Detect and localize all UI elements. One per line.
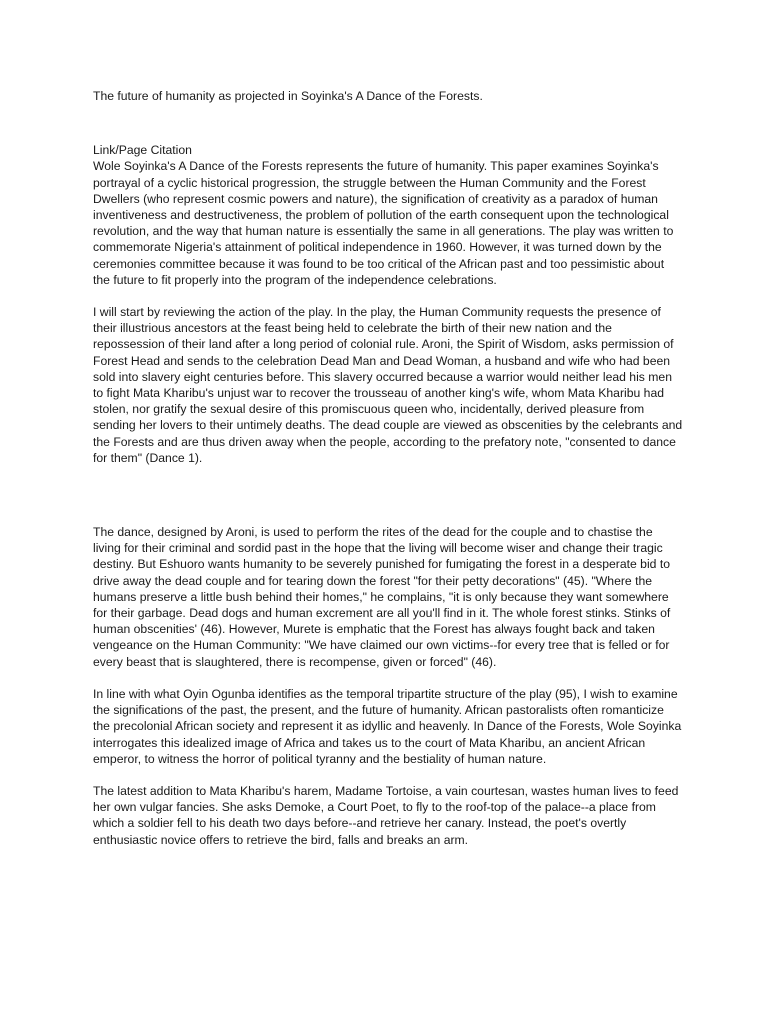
section-gap	[93, 482, 683, 524]
document-title: The future of humanity as projected in Soyinka's A Dance of the Forests.	[93, 89, 483, 103]
paragraph-4: In line with what Oyin Ogunba identifies as the temporal tripartite structure of the play (95), I wish to examine the significations of the past, the present, and the future of humanity. African pastoralists often romanticize the precolonial African society and represent it as idyllic and heavenly. In Dance of the Forests, Wole Soyinka interrogates this idealized image of Africa and takes us to the court of Mata Kharibu, an ancient African emperor, to witness the horror of political tyranny and the bestiality of human nature.	[93, 686, 682, 766]
citation-label: Link/Page Citation	[93, 143, 192, 158]
paragraph-1: Wole Soyinka's A Dance of the Forests represents the future of humanity. This paper examines Soyinka's portrayal of a cyclic historical progression, the struggle between the Human Community and the Forest Dwellers (who represent cosmic powers and nature), the signification of creativity as a paradox of human inventiveness and destructiveness, the problem of pollution of the earth consequent upon the technological revolution, and the way that human nature is essentially the same in all generations. The play was written to commemorate Nigeria's attainment of political independence in 1960. However, it was turned down by the ceremonies committee because it was found to be too critical of the African past and too pessimistic about the future to fit properly into the program of the independence celebrations.	[93, 159, 674, 287]
paragraph-2: I will start by reviewing the action of the play. In the play, the Human Community requests the presence of their illustrious ancestors at the feast being held to celebrate the birth of their new nation and the repossession of their land after a long period of colonial rule. Aroni, the Spirit of Wisdom, asks permission of Forest Head and sends to the celebration Dead Man and Dead Woman, a husband and wife who had been sold into slavery eight centuries before. This slavery occurred because a warrior would neither lead his men to fight Mata Kharibu's unjust war to recover the trousseau of another king's wife, whom Mata Kharibu had stolen, nor gratify the sexual desire of this promiscuous queen who, incidentally, derived pleasure from sending her lovers to their untimely deaths. The dead couple are viewed as obscenities by the celebrants and the Forests and are thus driven away when the people, according to the prefatory note, "consented to dance for them" (Dance 1).	[93, 305, 683, 465]
paragraph-5: The latest addition to Mata Kharibu's harem, Madame Tortoise, a vain courtesan, wastes human lives to feed her own vulgar fancies. She asks Demoke, a Court Poet, to fly to the roof-top of the palace--a place from which a soldier fell to his death two days before--and retrieve her canary. Instead, the poet's overtly enthusiastic novice offers to retrieve the bird, falls and breaks an arm.	[93, 783, 679, 847]
document-page	[93, 88, 683, 864]
paragraph-3: The dance, designed by Aroni, is used to perform the rites of the dead for the couple and to chastise the living for their criminal and sordid past in the hope that the living will become wiser and change their tragic destiny. But Eshuoro wants humanity to be severely punished for fumigating the forest in a desperate bid to drive away the dead couple and for tearing down the forest "for their petty decorations" (45). "Where the humans preserve a little bush behind their homes," he complains, "it is only because they want somewhere for their garbage. Dead dogs and human excrement are all you'll find in it. The whole forest stinks. Stinks of human obscenities' (46). However, Murete is emphatic that the Forest has always fought back and taken vengeance on the Human Community: "We have claimed our own victims--for every tree that is felled or for every beast that is slaughtered, there is recompense, given or forced" (46).	[93, 525, 671, 669]
